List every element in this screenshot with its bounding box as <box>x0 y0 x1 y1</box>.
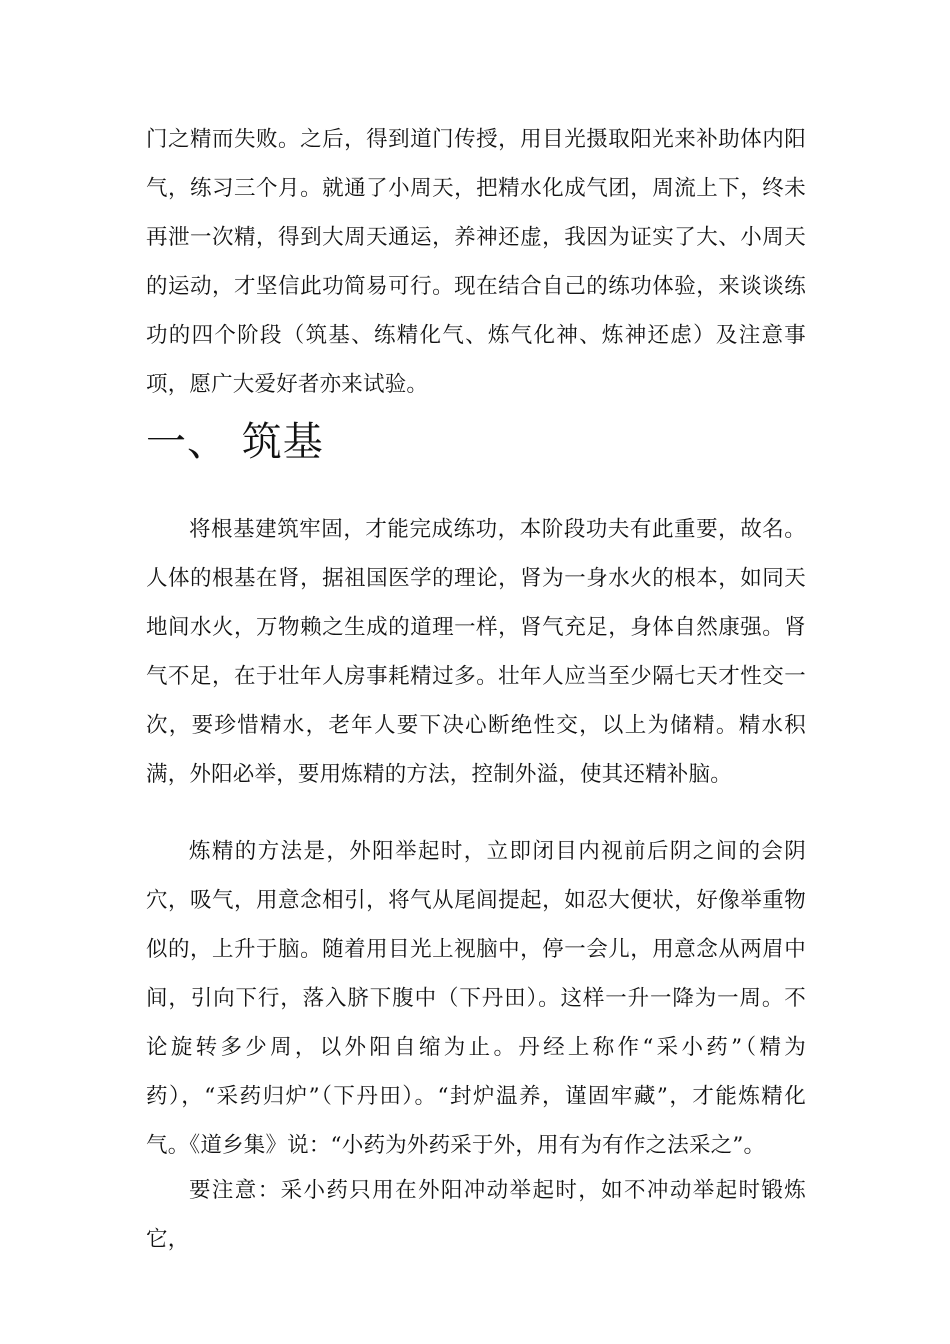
foundation-paragraph: 将根基建筑牢固，才能完成练功，本阶段功夫有此重要，故名。人体的根基在肾，据祖国医学的理论，肾为一身水火的根本，如同天地间水火，万物赖之生成的道理一样，肾气充足，身体自然康强。肾气不足，在于壮年人房事耗精过多。壮年人应当至少隔七天才性交一次，要珍惜精水，老年人要下决心断绝性交，以上为储精。精水积满，外阳必举，要用炼精的方法，控制外溢，使其还精补脑。 <box>146 517 806 787</box>
section-heading: 一、 筑基 <box>146 419 324 465</box>
method-paragraph: 炼精的方法是，外阳举起时，立即闭目内视前后阴之间的会阴穴，吸气，用意念相引，将气从尾闾提起，如忍大便状，好像举重物似的，上升于脑。随着用目光上视脑中，停一会儿，用意念从两眉中间，引向下行，落入脐下腹中（下丹田）。这样一升一降为一周。不论旋转多少周，以外阳自缩为止。丹经上称作“采小药”（精为药），“采药归炉”（下丹田）。“封炉温养，谨固牢藏”，才能炼精化气。《道乡集》说：“小药为外药采于外，用有为有作之法采之”。 <box>146 839 806 1158</box>
caution-paragraph: 要注意：采小药只用在外阳冲动举起时，如不冲动举起时锻炼它， <box>146 1178 806 1252</box>
intro-paragraph: 门之精而失败。之后，得到道门传授，用目光摄取阳光来补助体内阳气，练习三个月。就通了小周天，把精水化成气团，周流上下，终未再泄一次精，得到大周天通运，养神还虚，我因为证实了大、小周天的运动，才坚信此功简易可行。现在结合自己的练功体验，来谈谈练功的四个阶段（筑基、练精化气、炼气化神、炼神还虑）及注意事项，愿广大爱好者亦来试验。 <box>146 127 806 397</box>
